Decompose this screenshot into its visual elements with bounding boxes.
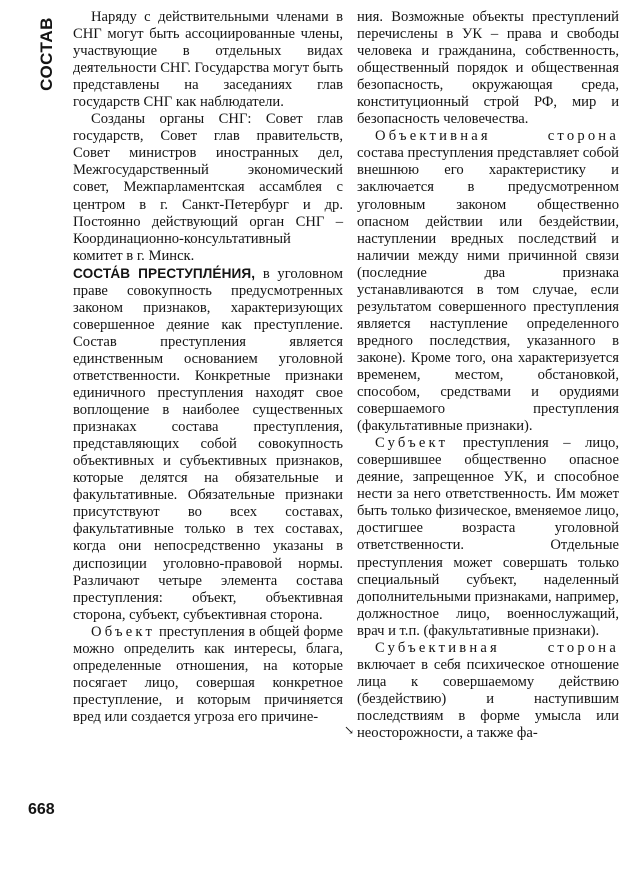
page-number: 668 [28,801,55,818]
subject-text: преступления – лицо, совершившее общественно опасное деяние, запрещенное УК, и способное нести за него ответственность. Им может быть только физическое, вменяемое лицо, достигшее возраста уголовной ответственности. Отдельные преступления может совершать только специальный субъект, наделенный дополнительными признаками, например, должностное лицо, военнослужащий, врач и т.п. (факультативные признаки). [357,435,619,639]
paragraph-object-continued: ния. Возможные объекты преступлений перечислены в УК – права и свободы человека и гражданина, собственность, общественный порядок и общественная безопасность, окружающая среда, конституционный строй РФ, мир и безопасность человечества. [357,9,619,128]
term-subject: Субъект [375,435,449,452]
term-object: Объект [91,623,156,640]
term-subjective-side: Субъективная сторона [375,639,619,656]
paragraph-subject [357,435,619,640]
paragraph-cis-bodies: Созданы органы СНГ: Совет глав государств, Совет глав правительств, Совет министров иностранных дел, Межгосударственный экономический совет, Межпарламентская ассамблея с центром в г. Санкт-Петербург и др. Постоянно действующий орган СНГ – Координационно-консультативный комитет в г. Минск. [73,111,343,264]
object-text: преступления в общей форме можно определить как интересы, блага, определенные отношения, на которые посягает лицо, совершая конкретное преступление, и которым причиняется вред или создается угроза его причине- [73,623,343,725]
objective-side-text: состава преступления представляет собой внешнюю его характеристику и заключается в предусмотренном уголовным законом общественно опасном действии или бездействии, наступлении вредных последствий и наличии между ними причинной связи (последние два признака устанавливаются в том случае, если результатом совершенного преступления является наступление определенного вредного последствия, указанного в законе). Кроме того, она характеризуется временем, местом, обстановкой, способом, средствами и орудиями совершаемого преступления (факультативные признаки). [357,145,619,435]
running-head-label: СОСТАВ [37,17,56,91]
entry-heading: СОСТА́В ПРЕСТУПЛЕ́НИЯ, [73,265,256,281]
term-objective-side: Объективная сторона [375,128,619,145]
paragraph-subjective-side [357,640,619,742]
running-head [36,14,58,94]
paragraph-associated-members: Наряду с действительными членами в СНГ могут быть ассоциированные члены, участвующие в отдельных видах деятельности СНГ. Государства могут быть представлены на заседаниях глав государств СНГ как наблюдатели. [73,9,344,111]
entry-sostav-prestupleniya [73,265,343,624]
pencil-mark-icon: ↘ [344,723,355,737]
subjective-side-text: включает в себя психическое отношение лица к совершаемому действию (бездействию) и наступившим последствиям в форме умысла или неосторожности, а также фа- [357,656,619,741]
left-column [73,9,343,726]
paragraph-objective-side [357,128,619,435]
paragraph-object [73,624,343,726]
entry-definition: в уголовном праве совокупность предусмотренных законом признаков, характеризующих совершенное деяние как преступление. Состав преступления является единственным основанием уголовной ответственности. Конкретные признаки единичного преступления находят свое воплощение в наиболее существенных признаках состава преступления, представляющих собой совокупность объективных и субъективных признаков, которые делятся на обязательные и факультативные. Обязательные признаки присутствуют во всех составах, факультативные только в тех составах, когда они непосредственно указаны в диспозиции уголовно-правовой нормы. Различают четыре элемента состава преступления: объект, объективная сторона, субъект, субъективная сторона. [73,265,343,623]
right-column [357,9,619,742]
